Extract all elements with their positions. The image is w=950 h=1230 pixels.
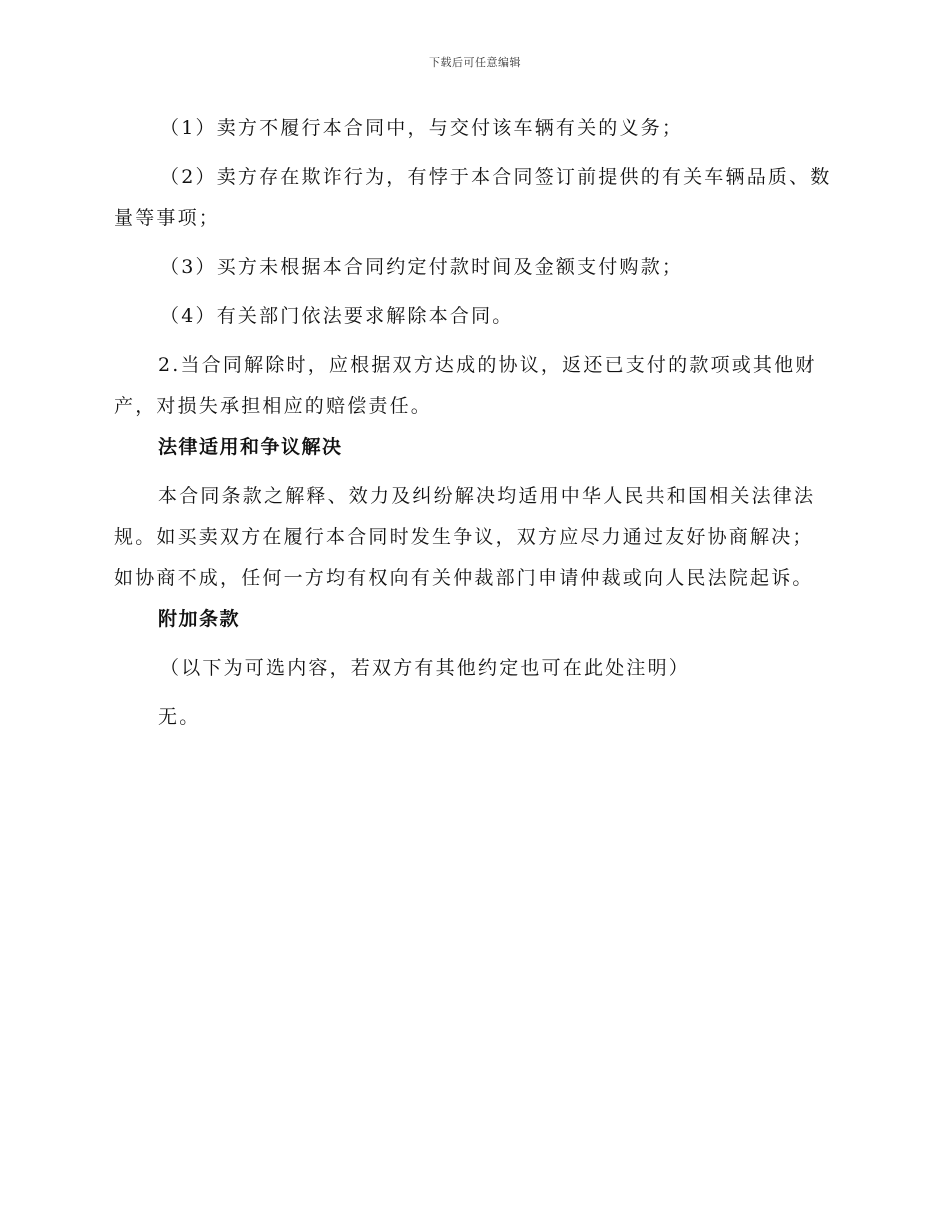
termination-item-1: （1）卖方不履行本合同中，与交付该车辆有关的义务； (160, 117, 684, 139)
termination-paragraph-2: 2.当合同解除时，应根据双方达成的协议，返还已支付的款项或其他财产，对损失承担相应的赔偿责任。 (114, 354, 817, 417)
termination-item-2: （2）卖方存在欺诈行为，有悖于本合同签订前提供的有关车辆品质、数量等事项； (114, 166, 832, 229)
optional-note: （以下为可选内容，若双方有其他约定也可在此处注明） (160, 657, 691, 679)
page-header-note: 下载后可任意编辑 (429, 56, 521, 69)
none-paragraph: 无。 (158, 706, 201, 728)
section-heading-additional-terms: 附加条款 (158, 608, 241, 630)
law-paragraph: 本合同条款之解释、效力及纠纷解决均适用中华人民共和国相关法律法规。如买卖双方在履行本合同时发生争议，双方应尽力通过友好协商解决；如协商不成，任何一方均有权向有关仲裁部门申请仲裁或向人民法院起诉。 (114, 485, 816, 589)
termination-item-3: （3）买方未根据本合同约定付款时间及金额支付购款； (160, 256, 684, 278)
document-body (114, 108, 834, 738)
section-heading-law: 法律适用和争议解决 (158, 436, 343, 458)
termination-item-4: （4）有关部门依法要求解除本合同。 (160, 305, 514, 327)
